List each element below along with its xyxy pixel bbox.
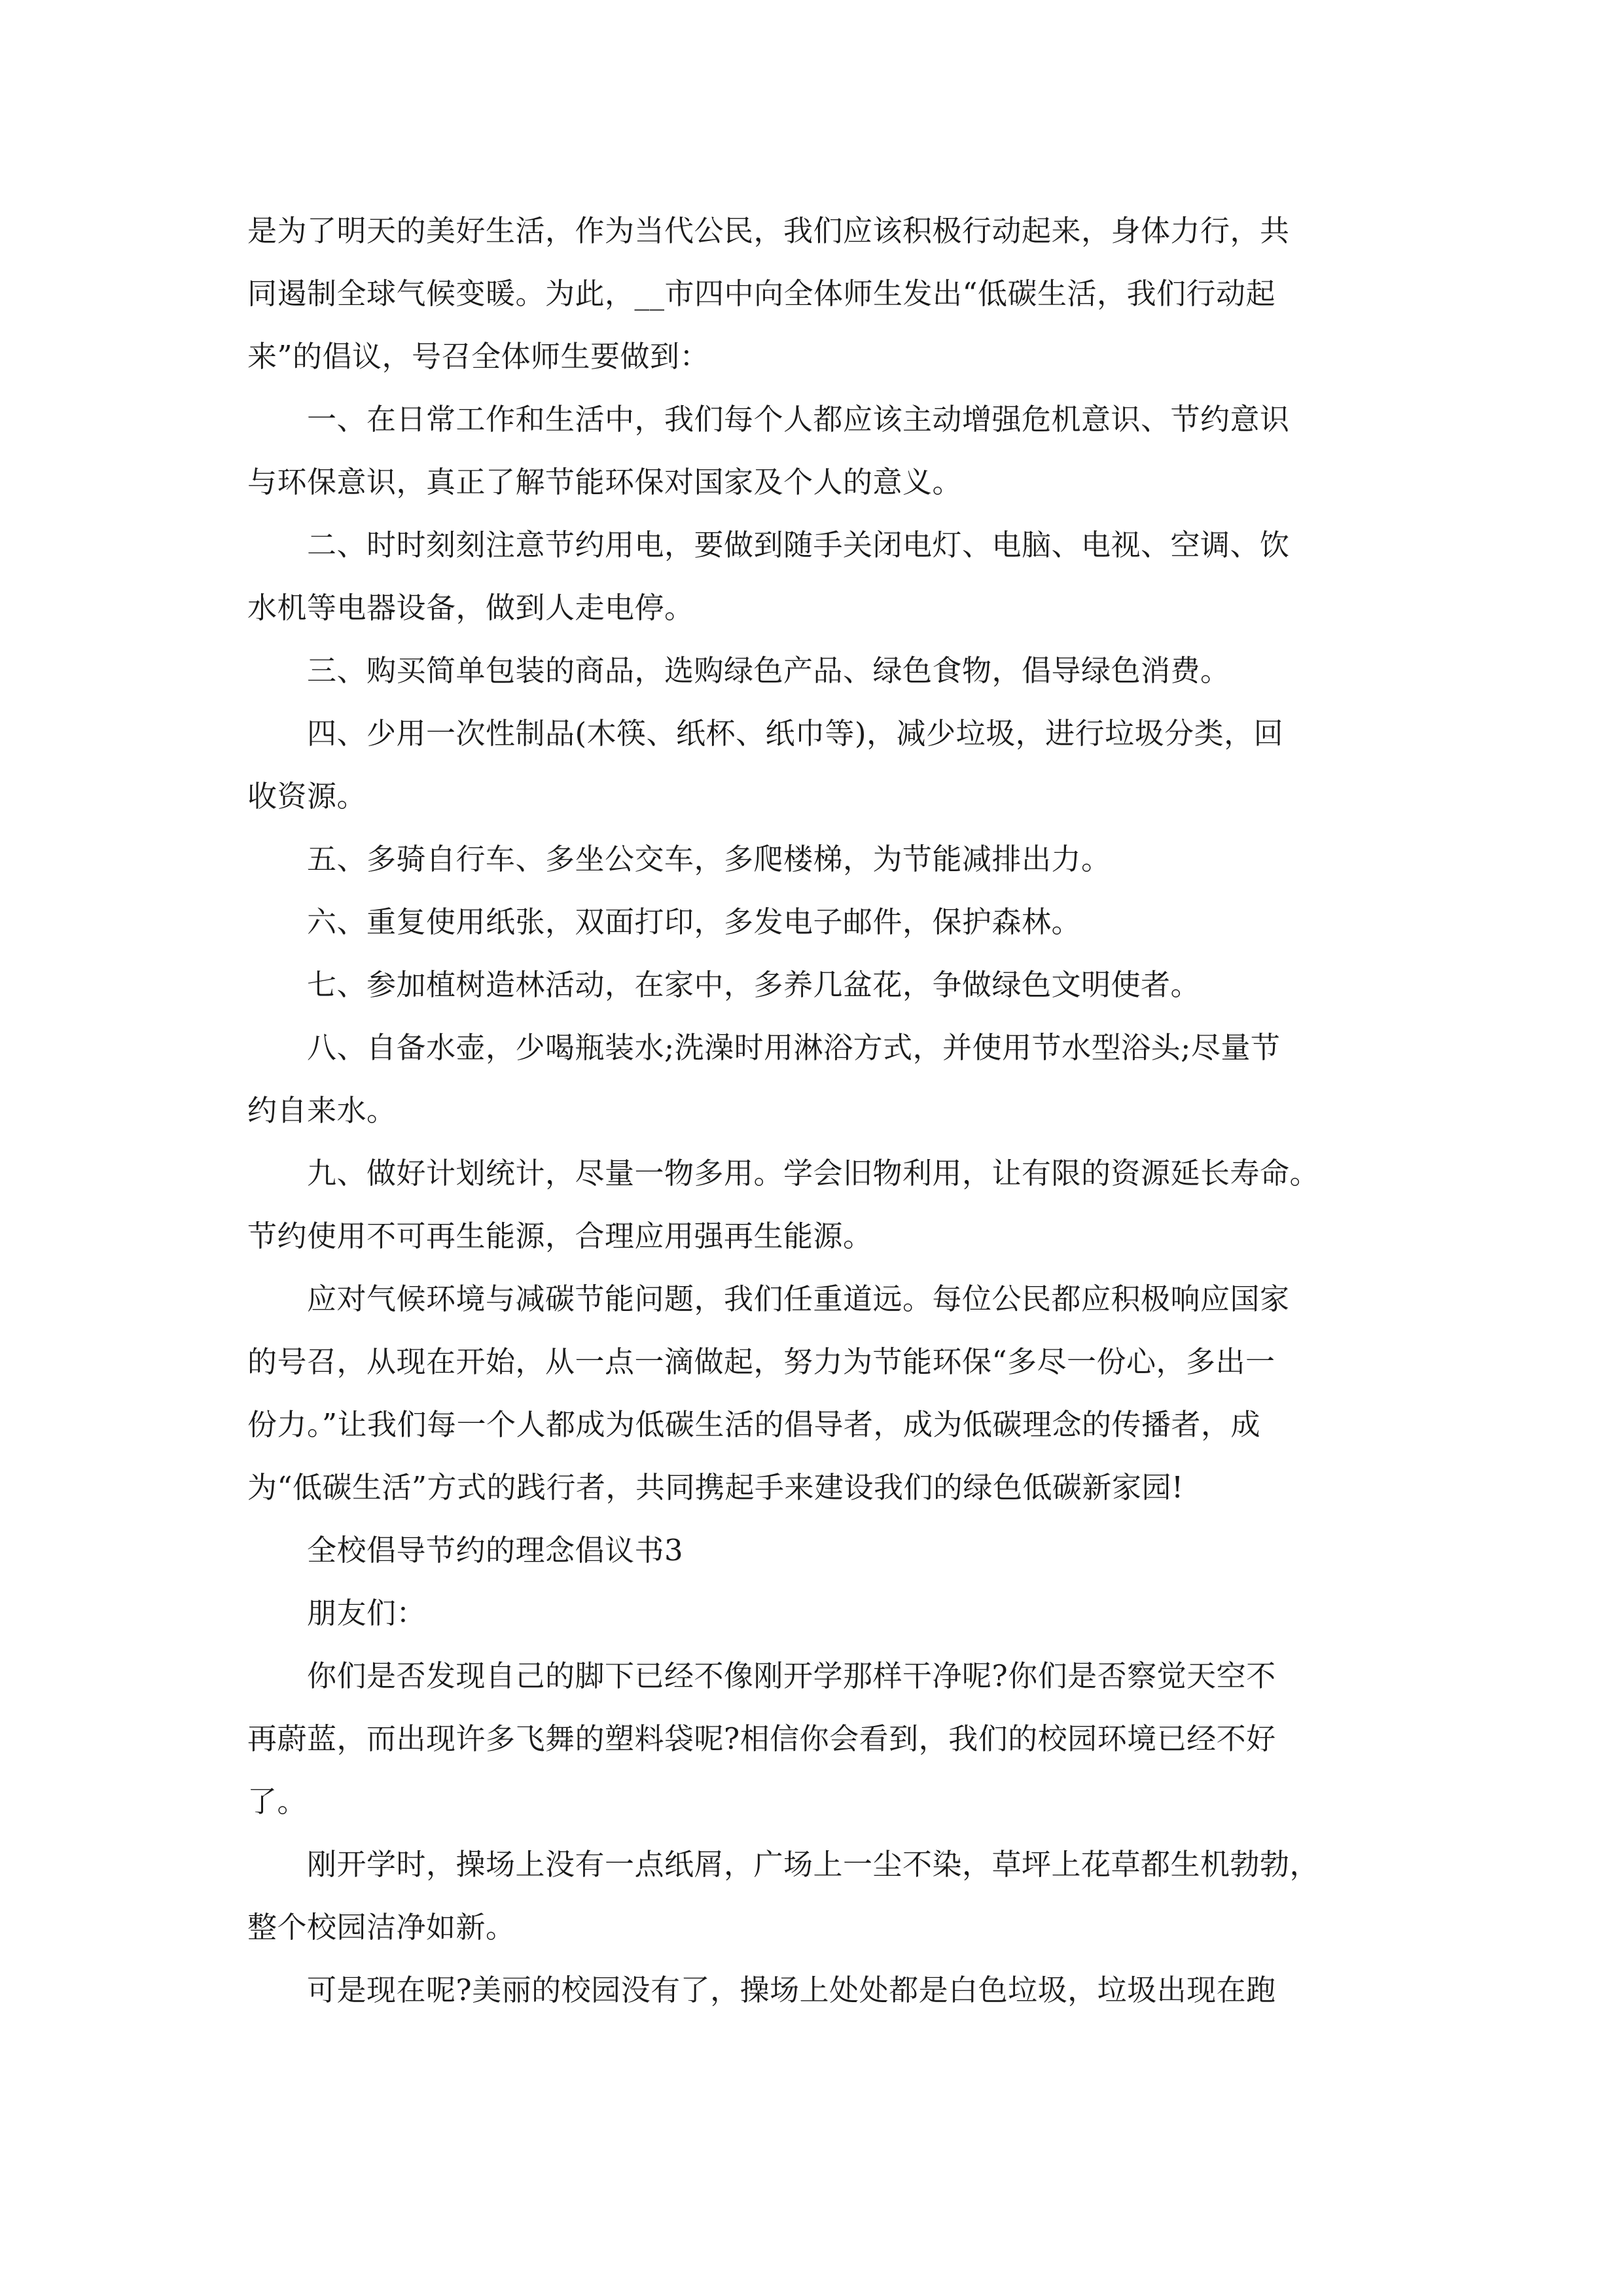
text-line: 同遏制全球气候变暖。为此，__市四中向全体师生发出“低碳生活，我们行动起: [247, 276, 1276, 311]
text-line: 可是现在呢?美丽的校园没有了，操场上处处都是白色垃圾，垃圾出现在跑: [247, 1973, 1276, 2007]
salutation: 朋友们：: [247, 1596, 427, 1630]
text-line: 与环保意识，真正了解节能环保对国家及个人的意义。: [247, 465, 963, 499]
text-line: 整个校园洁净如新。: [247, 1910, 516, 1945]
text-line: 刚开学时，操场上没有一点纸屑，广场上一尘不染，草坪上花草都生机勃勃，: [247, 1847, 1320, 1882]
text-line: 是为了明天的美好生活，作为当代公民，我们应该积极行动起来，身体力行，共: [247, 213, 1290, 248]
text-line: 九、做好计划统计，尽量一物多用。学会旧物利用，让有限的资源延长寿命。: [247, 1156, 1320, 1191]
text-line: 六、重复使用纸张，双面打印，多发电子邮件，保护森林。: [247, 905, 1082, 939]
text-line: 来”的倡议，号召全体师生要做到：: [247, 339, 710, 374]
text-line: 节约使用不可再生能源，合理应用强再生能源。: [247, 1219, 873, 1253]
text-line: 七、参加植树造林活动，在家中，多养几盆花，争做绿色文明使者。: [247, 967, 1201, 1002]
text-line: 水机等电器设备，做到人走电停。: [247, 590, 694, 625]
text-line: 的号召，从现在开始，从一点一滴做起，努力为节能环保“多尽一份心，多出一: [247, 1344, 1275, 1379]
text-line: 约自来水。: [247, 1093, 397, 1128]
text-line: 二、时时刻刻注意节约用电，要做到随手关闭电灯、电脑、电视、空调、饮: [247, 528, 1290, 562]
text-line: 了。: [247, 1784, 308, 1819]
text-line: 四、少用一次性制品(木筷、纸杯、纸巾等)，减少垃圾，进行垃圾分类，回: [247, 716, 1284, 751]
text-line: 为“低碳生活”方式的践行者，共同携起手来建设我们的绿色低碳新家园!: [247, 1470, 1184, 1505]
text-line: 收资源。: [247, 779, 367, 814]
text-line: 应对气候环境与减碳节能问题，我们任重道远。每位公民都应积极响应国家: [247, 1282, 1290, 1316]
text-line: 五、多骑自行车、多坐公交车，多爬楼梯，为节能减排出力。: [247, 842, 1111, 876]
text-line: 份力。”让我们每一个人都成为低碳生活的倡导者，成为低碳理念的传播者，成: [247, 1407, 1261, 1442]
text-line: 三、购买简单包装的商品，选购绿色产品、绿色食物，倡导绿色消费。: [247, 653, 1230, 688]
section-heading: 全校倡导节约的理念倡议书3: [247, 1533, 684, 1568]
document-body: [247, 200, 1378, 2022]
text-line: 一、在日常工作和生活中，我们每个人都应该主动增强危机意识、节约意识: [247, 402, 1290, 437]
text-line: 你们是否发现自己的脚下已经不像刚开学那样干净呢?你们是否察觉天空不: [247, 1659, 1276, 1693]
text-line: 再蔚蓝，而出现许多飞舞的塑料袋呢?相信你会看到，我们的校园环境已经不好: [247, 1721, 1276, 1756]
text-line: 八、自备水壶，少喝瓶装水;洗澡时用淋浴方式，并使用节水型浴头;尽量节: [247, 1030, 1281, 1065]
